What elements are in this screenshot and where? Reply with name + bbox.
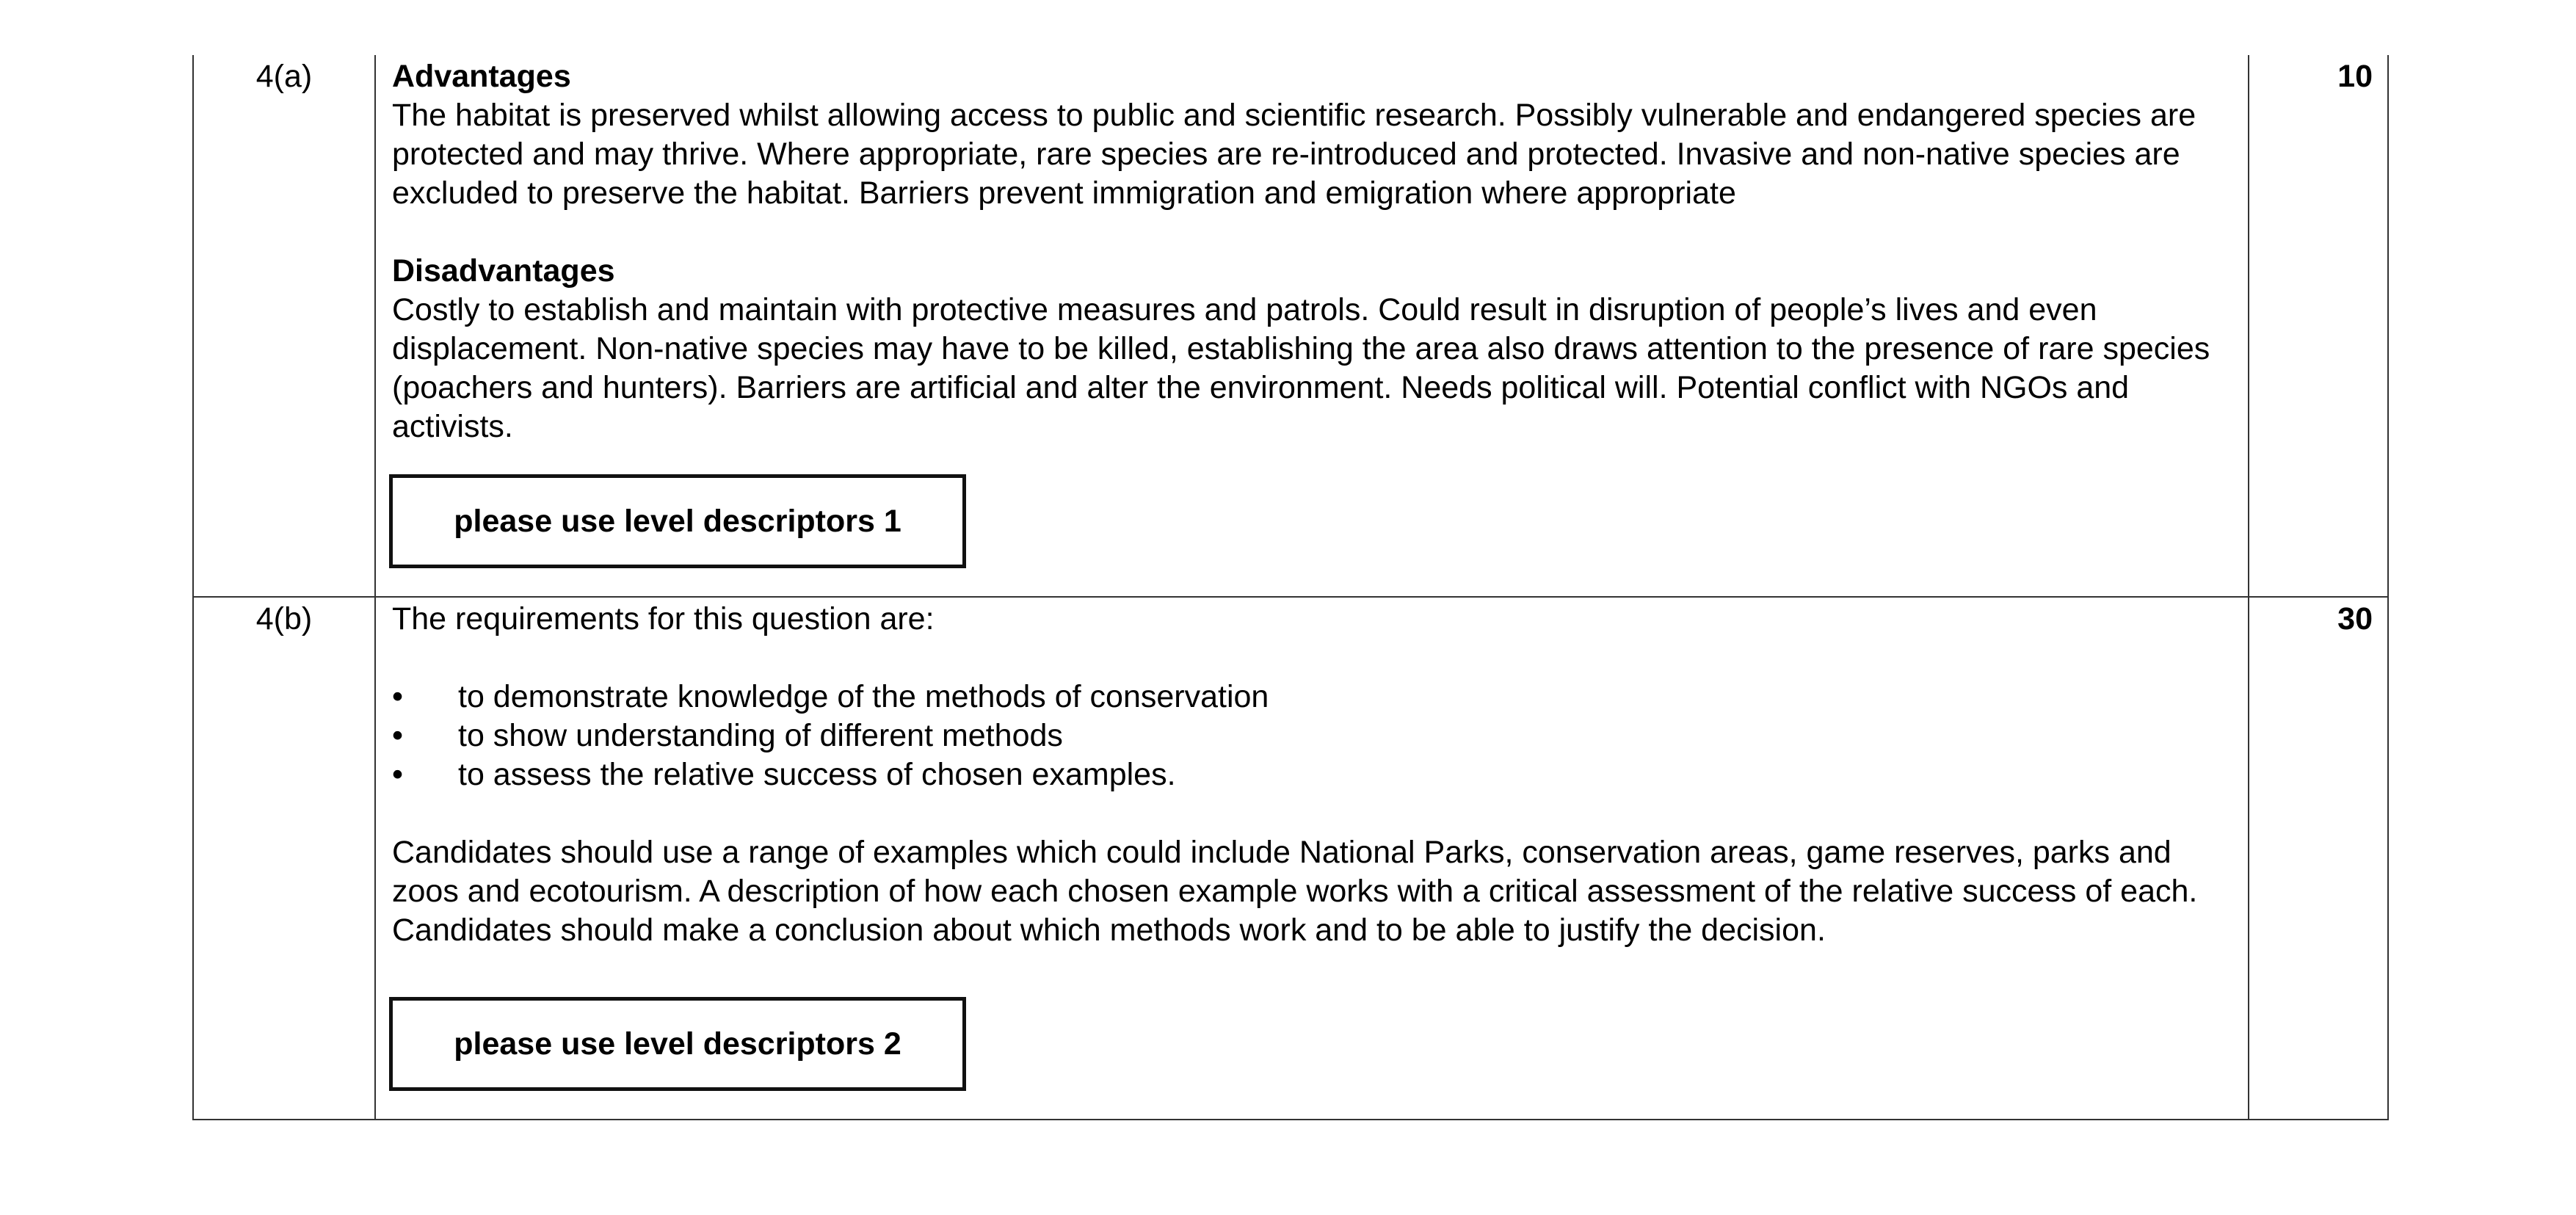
disadvantages-text: Costly to establish and maintain with protective measures and patrols. Could result in disruption of people’s lives and even displacement. Non-native species may have to be killed, establishing the area also draws attention to the presence of rare species (poachers and hunters). Barriers are artificial and alter the environment. Needs political will. Potential conflict with NGOs and activists. [392,292,2210,444]
advantages-text: The habitat is preserved whilst allowing access to public and scientific research. Possibly vulnerable and endangered species are protected and may thrive. Where appropriate, rare species are re-introduced and protected. Invasive and non-native species are excluded to preserve the habitat. Barriers prevent immigration and emigration where appropriate [392,98,2196,211]
requirements-intro: The requirements for this question are: [392,601,935,636]
mark-scheme-table [192,55,2389,1120]
list-item-text: to show understanding of different methods [458,718,1063,753]
level-descriptor-box: please use level descriptors 2 [389,997,966,1091]
list-item-text: to assess the relative success of chosen examples. [458,757,1176,792]
guidance-text: Candidates should use a range of examples which could include National Parks, conservation areas, game reserves, parks and zoos and ecotourism. A description of how each chosen example works with a critical assessment of the relative success of each. Candidates should make a conclusion about which methods work and to be able to justify the decision. [392,835,2198,948]
table-row [193,597,2388,1120]
list-item [392,755,2233,794]
answer-cell [375,55,2249,597]
list-item [392,678,2233,717]
spacer [392,794,2233,833]
spacer [392,213,2233,252]
bullet-icon: • [392,679,404,714]
bullet-icon: • [392,718,404,753]
requirements-list [392,678,2233,794]
disadvantages-heading: Disadvantages [392,253,615,289]
bullet-icon: • [392,757,404,792]
marks-value: 10 [2249,55,2388,597]
question-number: 4(b) [193,597,375,1120]
spacer [392,639,2233,678]
answer-cell [375,597,2249,1120]
level-descriptor-box: please use level descriptors 1 [389,474,966,568]
advantages-heading: Advantages [392,59,571,94]
marks-value: 30 [2249,597,2388,1120]
question-number: 4(a) [193,55,375,597]
list-item [392,717,2233,755]
table-row [193,55,2388,597]
list-item-text: to demonstrate knowledge of the methods of conservation [458,679,1269,714]
